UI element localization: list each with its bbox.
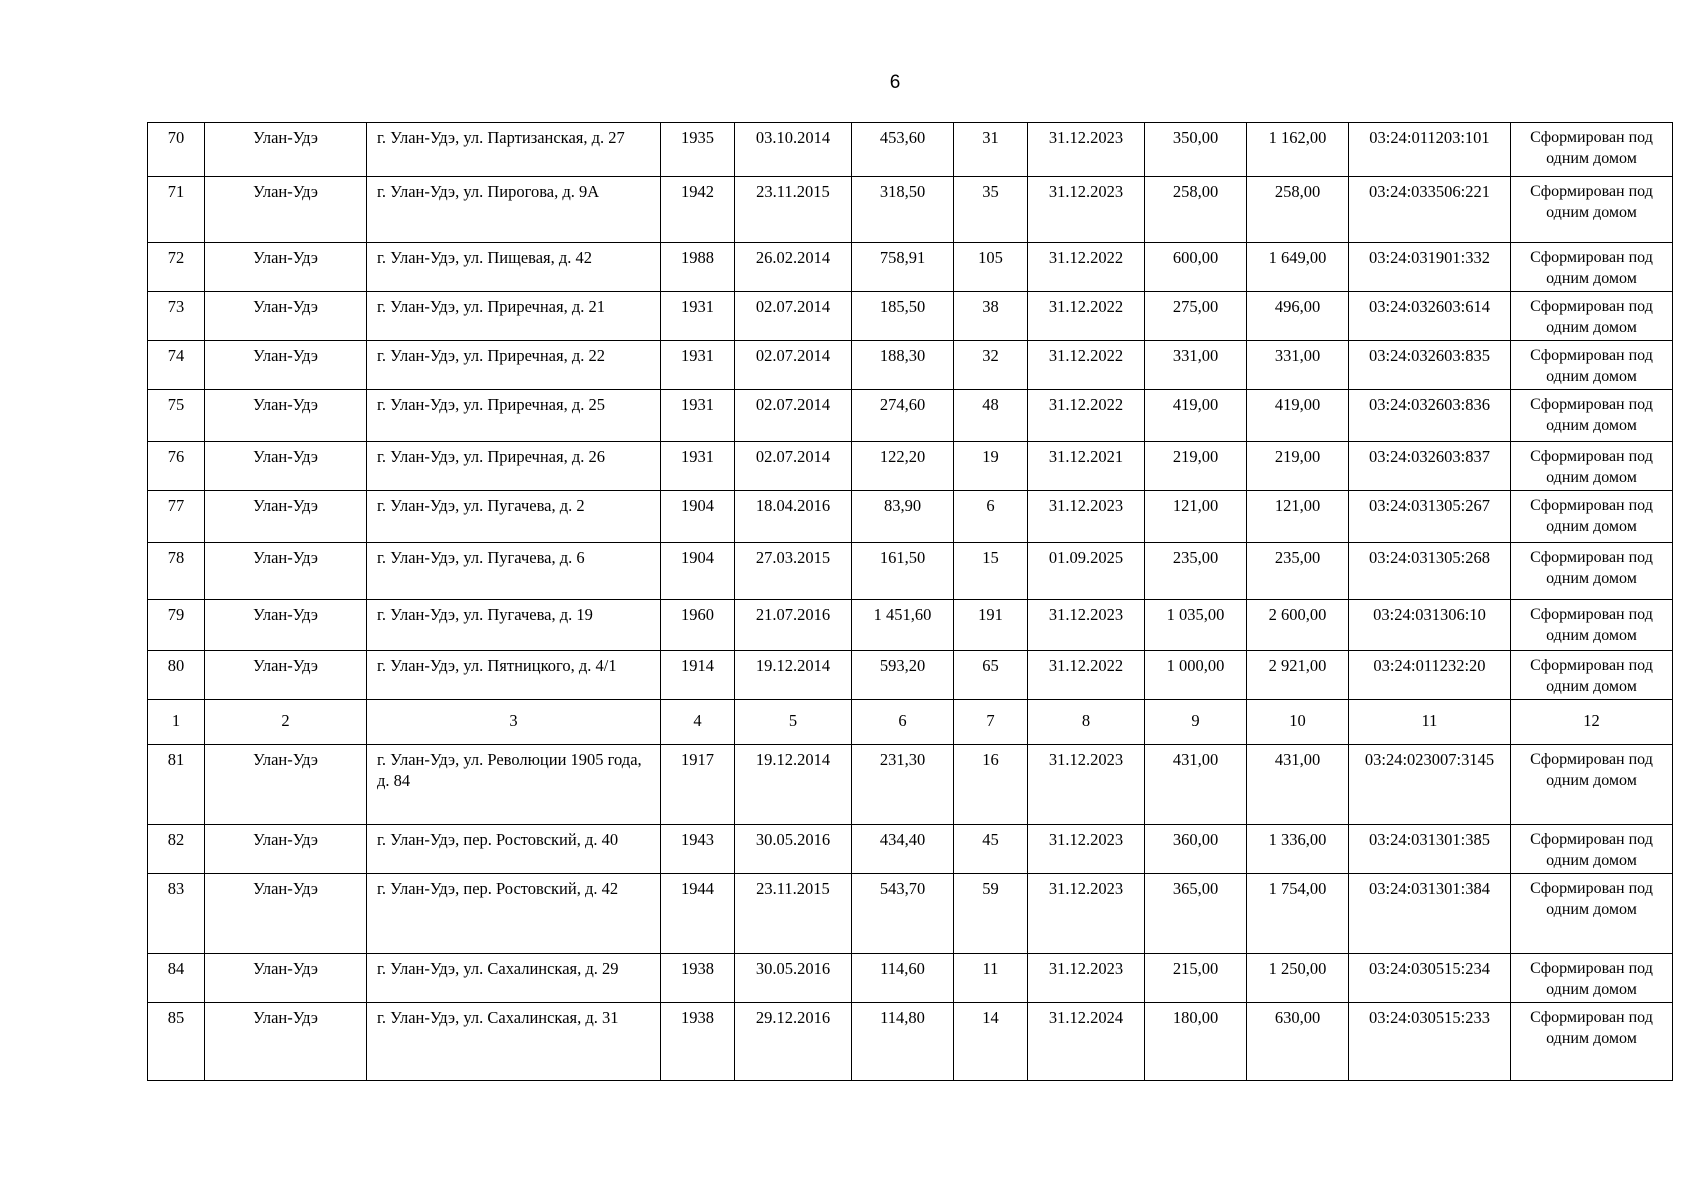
year-cell: 1942 — [661, 177, 735, 243]
area-cell: 83,90 — [852, 491, 954, 543]
residents-cell: 31 — [954, 123, 1028, 177]
year-cell: 1943 — [661, 825, 735, 874]
area-cell: 231,30 — [852, 745, 954, 825]
address-cell: г. Улан-Удэ, ул. Пугачева, д. 2 — [367, 491, 661, 543]
year-cell: 1938 — [661, 954, 735, 1003]
cadastral-number-cell: 03:24:011232:20 — [1349, 651, 1511, 700]
land-area-total-cell: 419,00 — [1247, 390, 1349, 442]
residents-cell: 6 — [954, 491, 1028, 543]
area-cell: 593,20 — [852, 651, 954, 700]
deadline-cell: 31.12.2023 — [1028, 825, 1145, 874]
year-cell: 1988 — [661, 243, 735, 292]
column-number-cell: 9 — [1145, 700, 1247, 745]
date-cell: 29.12.2016 — [735, 1003, 852, 1081]
column-number-cell: 3 — [367, 700, 661, 745]
land-area-total-cell: 258,00 — [1247, 177, 1349, 243]
status-cell: Сформирован под одним домом — [1511, 390, 1673, 442]
land-area-cell: 360,00 — [1145, 825, 1247, 874]
row-number-cell: 80 — [148, 651, 205, 700]
address-cell: г. Улан-Удэ, пер. Ростовский, д. 42 — [367, 874, 661, 954]
date-cell: 23.11.2015 — [735, 874, 852, 954]
table-row — [148, 745, 1673, 825]
address-cell: г. Улан-Удэ, ул. Приречная, д. 21 — [367, 292, 661, 341]
land-area-cell: 331,00 — [1145, 341, 1247, 390]
land-area-total-cell: 121,00 — [1247, 491, 1349, 543]
column-number-cell: 4 — [661, 700, 735, 745]
land-area-total-cell: 219,00 — [1247, 442, 1349, 491]
status-cell: Сформирован под одним домом — [1511, 874, 1673, 954]
residents-cell: 48 — [954, 390, 1028, 442]
land-area-cell: 121,00 — [1145, 491, 1247, 543]
table-row — [148, 651, 1673, 700]
status-cell: Сформирован под одним домом — [1511, 600, 1673, 651]
date-cell: 02.07.2014 — [735, 390, 852, 442]
land-area-cell: 275,00 — [1145, 292, 1247, 341]
year-cell: 1944 — [661, 874, 735, 954]
deadline-cell: 31.12.2022 — [1028, 390, 1145, 442]
status-cell: Сформирован под одним домом — [1511, 651, 1673, 700]
column-number-row — [148, 700, 1673, 745]
status-cell: Сформирован под одним домом — [1511, 341, 1673, 390]
row-number-cell: 82 — [148, 825, 205, 874]
deadline-cell: 31.12.2023 — [1028, 874, 1145, 954]
land-area-cell: 350,00 — [1145, 123, 1247, 177]
row-number-cell: 75 — [148, 390, 205, 442]
year-cell: 1931 — [661, 341, 735, 390]
table-row — [148, 491, 1673, 543]
row-number-cell: 84 — [148, 954, 205, 1003]
residents-cell: 32 — [954, 341, 1028, 390]
row-number-cell: 70 — [148, 123, 205, 177]
land-area-total-cell: 496,00 — [1247, 292, 1349, 341]
land-area-total-cell: 1 162,00 — [1247, 123, 1349, 177]
land-area-total-cell: 1 649,00 — [1247, 243, 1349, 292]
date-cell: 30.05.2016 — [735, 954, 852, 1003]
status-cell: Сформирован под одним домом — [1511, 1003, 1673, 1081]
year-cell: 1935 — [661, 123, 735, 177]
land-area-total-cell: 331,00 — [1247, 341, 1349, 390]
city-cell: Улан-Удэ — [205, 825, 367, 874]
table-row — [148, 874, 1673, 954]
area-cell: 122,20 — [852, 442, 954, 491]
address-cell: г. Улан-Удэ, ул. Партизанская, д. 27 — [367, 123, 661, 177]
address-cell: г. Улан-Удэ, пер. Ростовский, д. 40 — [367, 825, 661, 874]
table-row — [148, 243, 1673, 292]
cadastral-number-cell: 03:24:032603:614 — [1349, 292, 1511, 341]
deadline-cell: 31.12.2022 — [1028, 243, 1145, 292]
table-row — [148, 292, 1673, 341]
land-area-cell: 180,00 — [1145, 1003, 1247, 1081]
cadastral-number-cell: 03:24:031305:267 — [1349, 491, 1511, 543]
row-number-cell: 74 — [148, 341, 205, 390]
table-row — [148, 177, 1673, 243]
address-cell: г. Улан-Удэ, ул. Пугачева, д. 19 — [367, 600, 661, 651]
cadastral-number-cell: 03:24:031301:385 — [1349, 825, 1511, 874]
date-cell: 02.07.2014 — [735, 292, 852, 341]
area-cell: 161,50 — [852, 543, 954, 600]
land-area-total-cell: 2 600,00 — [1247, 600, 1349, 651]
area-cell: 318,50 — [852, 177, 954, 243]
year-cell: 1931 — [661, 442, 735, 491]
status-cell: Сформирован под одним домом — [1511, 177, 1673, 243]
row-number-cell: 73 — [148, 292, 205, 341]
status-cell: Сформирован под одним домом — [1511, 123, 1673, 177]
date-cell: 02.07.2014 — [735, 442, 852, 491]
year-cell: 1960 — [661, 600, 735, 651]
status-cell: Сформирован под одним домом — [1511, 954, 1673, 1003]
table-row — [148, 600, 1673, 651]
land-area-cell: 431,00 — [1145, 745, 1247, 825]
residents-cell: 16 — [954, 745, 1028, 825]
cadastral-number-cell: 03:24:032603:836 — [1349, 390, 1511, 442]
address-cell: г. Улан-Удэ, ул. Пугачева, д. 6 — [367, 543, 661, 600]
date-cell: 02.07.2014 — [735, 341, 852, 390]
area-cell: 543,70 — [852, 874, 954, 954]
column-number-cell: 12 — [1511, 700, 1673, 745]
city-cell: Улан-Удэ — [205, 745, 367, 825]
date-cell: 26.02.2014 — [735, 243, 852, 292]
column-number-cell: 7 — [954, 700, 1028, 745]
land-area-total-cell: 630,00 — [1247, 1003, 1349, 1081]
row-number-cell: 72 — [148, 243, 205, 292]
cadastral-number-cell: 03:24:032603:837 — [1349, 442, 1511, 491]
column-number-cell: 10 — [1247, 700, 1349, 745]
address-cell: г. Улан-Удэ, ул. Пирогова, д. 9А — [367, 177, 661, 243]
status-cell: Сформирован под одним домом — [1511, 442, 1673, 491]
area-cell: 114,60 — [852, 954, 954, 1003]
page-number: 6 — [889, 72, 901, 93]
row-number-cell: 85 — [148, 1003, 205, 1081]
row-number-cell: 81 — [148, 745, 205, 825]
cadastral-number-cell: 03:24:030515:234 — [1349, 954, 1511, 1003]
city-cell: Улан-Удэ — [205, 874, 367, 954]
year-cell: 1938 — [661, 1003, 735, 1081]
cadastral-number-cell: 03:24:031306:10 — [1349, 600, 1511, 651]
city-cell: Улан-Удэ — [205, 390, 367, 442]
residents-cell: 14 — [954, 1003, 1028, 1081]
year-cell: 1914 — [661, 651, 735, 700]
land-area-total-cell: 1 336,00 — [1247, 825, 1349, 874]
status-cell: Сформирован под одним домом — [1511, 292, 1673, 341]
status-cell: Сформирован под одним домом — [1511, 491, 1673, 543]
deadline-cell: 31.12.2022 — [1028, 341, 1145, 390]
status-cell: Сформирован под одним домом — [1511, 543, 1673, 600]
area-cell: 188,30 — [852, 341, 954, 390]
residents-cell: 11 — [954, 954, 1028, 1003]
area-cell: 434,40 — [852, 825, 954, 874]
row-number-cell: 71 — [148, 177, 205, 243]
residents-cell: 105 — [954, 243, 1028, 292]
table-row — [148, 825, 1673, 874]
year-cell: 1904 — [661, 543, 735, 600]
address-cell: г. Улан-Удэ, ул. Революции 1905 года, д. 84 — [367, 745, 661, 825]
address-cell: г. Улан-Удэ, ул. Сахалинская, д. 31 — [367, 1003, 661, 1081]
deadline-cell: 31.12.2023 — [1028, 123, 1145, 177]
year-cell: 1917 — [661, 745, 735, 825]
land-area-cell: 1 035,00 — [1145, 600, 1247, 651]
column-number-cell: 11 — [1349, 700, 1511, 745]
table-row — [148, 954, 1673, 1003]
residents-cell: 191 — [954, 600, 1028, 651]
residents-cell: 59 — [954, 874, 1028, 954]
status-cell: Сформирован под одним домом — [1511, 825, 1673, 874]
address-cell: г. Улан-Удэ, ул. Пищевая, д. 42 — [367, 243, 661, 292]
cadastral-number-cell: 03:24:032603:835 — [1349, 341, 1511, 390]
residents-cell: 45 — [954, 825, 1028, 874]
deadline-cell: 31.12.2021 — [1028, 442, 1145, 491]
deadline-cell: 31.12.2023 — [1028, 600, 1145, 651]
cadastral-number-cell: 03:24:030515:233 — [1349, 1003, 1511, 1081]
land-area-total-cell: 235,00 — [1247, 543, 1349, 600]
land-area-cell: 419,00 — [1145, 390, 1247, 442]
deadline-cell: 01.09.2025 — [1028, 543, 1145, 600]
area-cell: 453,60 — [852, 123, 954, 177]
land-area-total-cell: 431,00 — [1247, 745, 1349, 825]
table-row — [148, 543, 1673, 600]
city-cell: Улан-Удэ — [205, 292, 367, 341]
deadline-cell: 31.12.2022 — [1028, 292, 1145, 341]
year-cell: 1931 — [661, 390, 735, 442]
area-cell: 1 451,60 — [852, 600, 954, 651]
table-row — [148, 123, 1673, 177]
deadline-cell: 31.12.2023 — [1028, 745, 1145, 825]
city-cell: Улан-Удэ — [205, 243, 367, 292]
residents-cell: 35 — [954, 177, 1028, 243]
city-cell: Улан-Удэ — [205, 442, 367, 491]
area-cell: 274,60 — [852, 390, 954, 442]
date-cell: 18.04.2016 — [735, 491, 852, 543]
year-cell: 1904 — [661, 491, 735, 543]
row-number-cell: 77 — [148, 491, 205, 543]
area-cell: 758,91 — [852, 243, 954, 292]
table-row — [148, 442, 1673, 491]
address-cell: г. Улан-Удэ, ул. Пятницкого, д. 4/1 — [367, 651, 661, 700]
table-row — [148, 390, 1673, 442]
housing-registry-table — [147, 122, 1673, 1081]
land-area-cell: 1 000,00 — [1145, 651, 1247, 700]
date-cell: 30.05.2016 — [735, 825, 852, 874]
address-cell: г. Улан-Удэ, ул. Приречная, д. 26 — [367, 442, 661, 491]
cadastral-number-cell: 03:24:031901:332 — [1349, 243, 1511, 292]
year-cell: 1931 — [661, 292, 735, 341]
date-cell: 23.11.2015 — [735, 177, 852, 243]
land-area-total-cell: 1 250,00 — [1247, 954, 1349, 1003]
date-cell: 19.12.2014 — [735, 651, 852, 700]
table-row — [148, 1003, 1673, 1081]
column-number-cell: 2 — [205, 700, 367, 745]
row-number-cell: 83 — [148, 874, 205, 954]
city-cell: Улан-Удэ — [205, 1003, 367, 1081]
city-cell: Улан-Удэ — [205, 177, 367, 243]
land-area-cell: 235,00 — [1145, 543, 1247, 600]
land-area-cell: 219,00 — [1145, 442, 1247, 491]
date-cell: 27.03.2015 — [735, 543, 852, 600]
city-cell: Улан-Удэ — [205, 543, 367, 600]
land-area-cell: 258,00 — [1145, 177, 1247, 243]
cadastral-number-cell: 03:24:011203:101 — [1349, 123, 1511, 177]
residents-cell: 19 — [954, 442, 1028, 491]
city-cell: Улан-Удэ — [205, 491, 367, 543]
cadastral-number-cell: 03:24:031305:268 — [1349, 543, 1511, 600]
cadastral-number-cell: 03:24:033506:221 — [1349, 177, 1511, 243]
city-cell: Улан-Удэ — [205, 123, 367, 177]
column-number-cell: 1 — [148, 700, 205, 745]
land-area-total-cell: 2 921,00 — [1247, 651, 1349, 700]
status-cell: Сформирован под одним домом — [1511, 745, 1673, 825]
column-number-cell: 6 — [852, 700, 954, 745]
deadline-cell: 31.12.2023 — [1028, 177, 1145, 243]
deadline-cell: 31.12.2022 — [1028, 651, 1145, 700]
land-area-cell: 365,00 — [1145, 874, 1247, 954]
residents-cell: 65 — [954, 651, 1028, 700]
status-cell: Сформирован под одним домом — [1511, 243, 1673, 292]
address-cell: г. Улан-Удэ, ул. Приречная, д. 22 — [367, 341, 661, 390]
column-number-cell: 5 — [735, 700, 852, 745]
city-cell: Улан-Удэ — [205, 954, 367, 1003]
cadastral-number-cell: 03:24:023007:3145 — [1349, 745, 1511, 825]
land-area-cell: 215,00 — [1145, 954, 1247, 1003]
row-number-cell: 76 — [148, 442, 205, 491]
land-area-total-cell: 1 754,00 — [1247, 874, 1349, 954]
land-area-cell: 600,00 — [1145, 243, 1247, 292]
cadastral-number-cell: 03:24:031301:384 — [1349, 874, 1511, 954]
row-number-cell: 79 — [148, 600, 205, 651]
row-number-cell: 78 — [148, 543, 205, 600]
deadline-cell: 31.12.2023 — [1028, 491, 1145, 543]
city-cell: Улан-Удэ — [205, 341, 367, 390]
area-cell: 185,50 — [852, 292, 954, 341]
deadline-cell: 31.12.2023 — [1028, 954, 1145, 1003]
city-cell: Улан-Удэ — [205, 651, 367, 700]
deadline-cell: 31.12.2024 — [1028, 1003, 1145, 1081]
address-cell: г. Улан-Удэ, ул. Приречная, д. 25 — [367, 390, 661, 442]
date-cell: 03.10.2014 — [735, 123, 852, 177]
column-number-cell: 8 — [1028, 700, 1145, 745]
area-cell: 114,80 — [852, 1003, 954, 1081]
date-cell: 19.12.2014 — [735, 745, 852, 825]
city-cell: Улан-Удэ — [205, 600, 367, 651]
date-cell: 21.07.2016 — [735, 600, 852, 651]
table-row — [148, 341, 1673, 390]
address-cell: г. Улан-Удэ, ул. Сахалинская, д. 29 — [367, 954, 661, 1003]
residents-cell: 15 — [954, 543, 1028, 600]
residents-cell: 38 — [954, 292, 1028, 341]
